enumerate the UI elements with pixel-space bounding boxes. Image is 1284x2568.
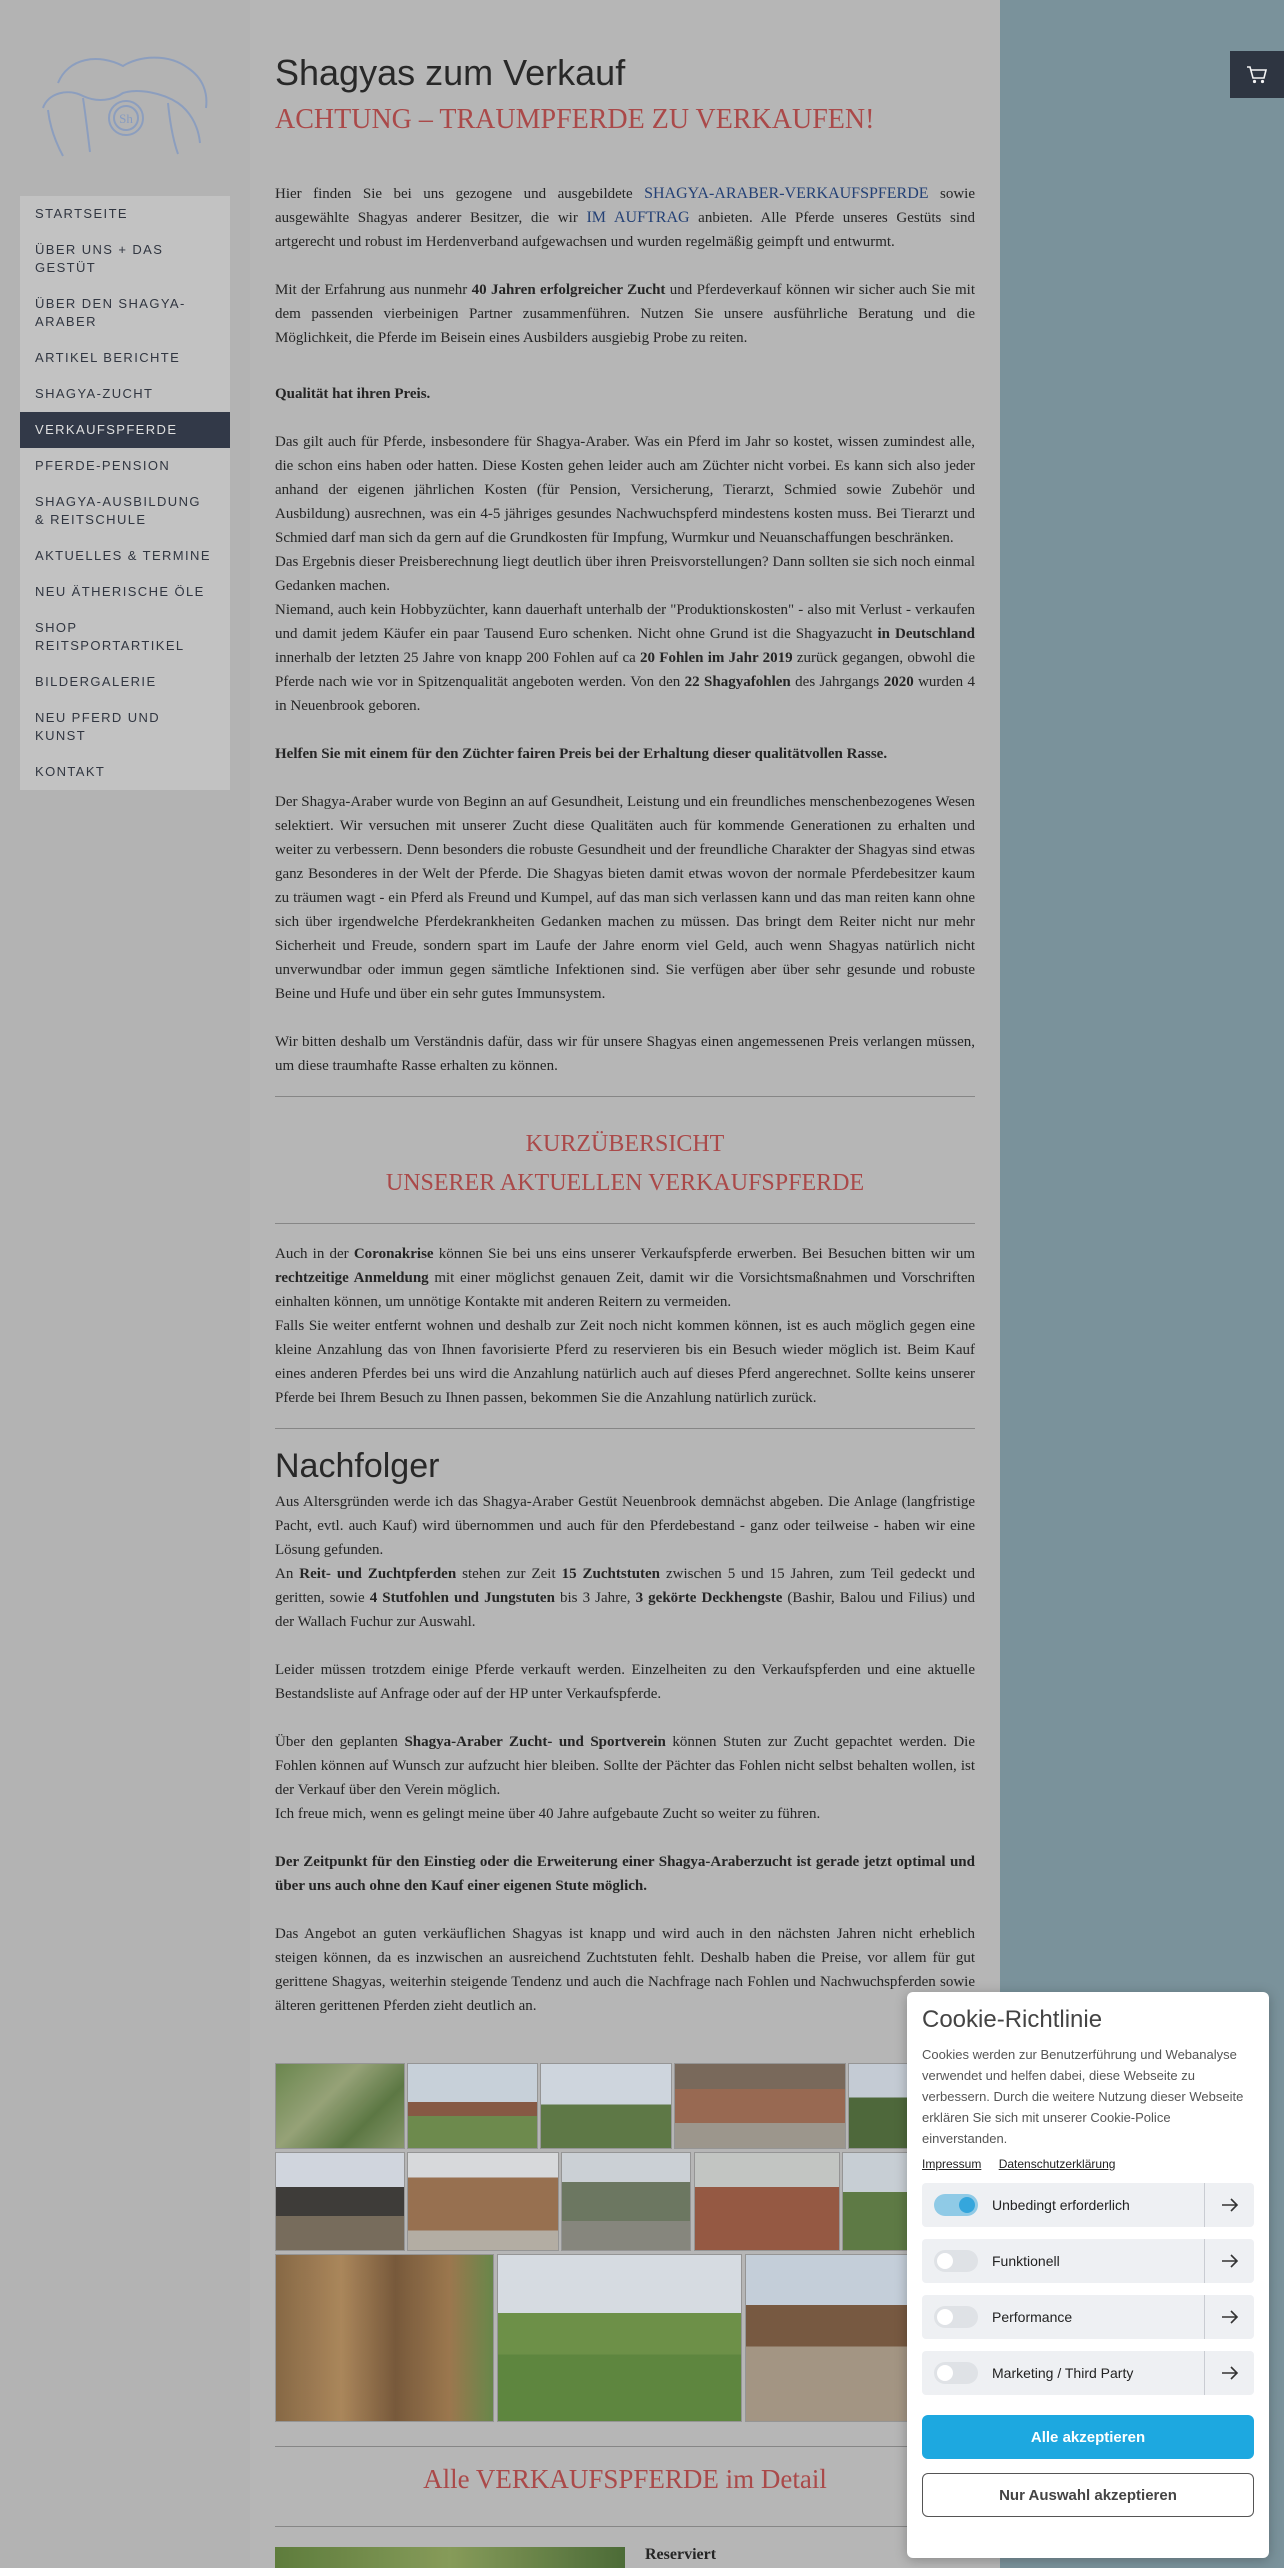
- nav-item-shagya-zucht[interactable]: SHAGYA-ZUCHT: [35, 386, 154, 401]
- cookie-option-necessary: [922, 2183, 1254, 2227]
- nav-item-kontakt[interactable]: KONTAKT: [35, 764, 106, 779]
- corona-paragraph-2: Falls Sie weiter entfernt wohnen und deshalb zur Zeit noch nicht kommen können, ist es auch möglich gegen eine kleine Anzahlung das von Ihnen favorisierte Pferd zu reservieren bis ein Besuch wieder möglich ist. Beim Kauf eines anderen Pferdes bei uns wird die Anzahlung natürlich auch auf dieses Pferd angerechnet. Sollte keins unserer Pferde bei Ihrem Besuch zu Ihnen passen, bekommen Sie die Anzahlung natürlich zurück.: [275, 1318, 975, 1406]
- nav-item-artikel-berichte[interactable]: ARTIKEL BERICHTE: [35, 350, 181, 365]
- nav-item-ueber-shagya-araber[interactable]: ÜBER DEN SHAGYA-ARABER: [35, 296, 186, 329]
- nav-item-shop[interactable]: SHOP REITSPORTARTIKEL: [35, 620, 185, 653]
- gallery-photo[interactable]: [745, 2254, 908, 2422]
- experience-paragraph: Mit der Erfahrung aus nunmehr 40 Jahren erfolgreicher Zucht und Pferdeverkauf können wir sicher auch Sie mit dem passenden vierbeinigen Partner zusammenführen. Nutzen Sie unsere ausführliche Beratung und die Möglichkeit, die Pferde im Beisein eines Ausbilders ausgiebig Probe zu reiten.: [275, 282, 975, 346]
- main-navigation: [20, 196, 230, 790]
- offer-paragraph: Das Angebot an guten verkäuflichen Shagyas ist knapp und wird auch in den nächsten Jahren nicht erheblich steigen können, da es inzwischen an ausreichend Zuchtstuten fehlt. Deshalb haben die Preise, vor allem für gut gerittene Shagyas, weiterhin steigende Tendenz und auch die Nachfrage nach Fohlen und Nachwuchspferden sowie älteren gerittenen Pferden zieht deutlich an.: [275, 1926, 975, 2014]
- gallery-photo[interactable]: [842, 2152, 908, 2251]
- nav-item-verkaufspferde[interactable]: VERKAUFSPFERDE: [20, 412, 230, 448]
- nav-item-aetherische-oele[interactable]: NEU ÄTHERISCHE ÖLE: [35, 584, 205, 599]
- divider: [275, 1223, 975, 1224]
- arrow-right-icon: [1221, 2366, 1239, 2380]
- cookie-option-label: Unbedingt erforderlich: [992, 2197, 1130, 2213]
- divider: [275, 1428, 975, 1429]
- arrow-right-icon: [1221, 2254, 1239, 2268]
- nav-item-ausbildung-reitschule[interactable]: SHAGYA-AUSBILDUNG & REITSCHULE: [35, 494, 201, 527]
- cookie-option-details-button[interactable]: [1204, 2239, 1254, 2283]
- cookie-toggle-marketing[interactable]: [934, 2362, 978, 2384]
- gallery-photo[interactable]: [407, 2063, 538, 2149]
- successor-paragraph-1: Aus Altersgründen werde ich das Shagya-Araber Gestüt Neuenbrook demnächst abgeben. Die Anlage (langfristige Pacht, evtl. auch Kauf) wird übernommen und auch für den Pferdebestand - ganz oder teilweise - haben wir eine Lösung gefunden.: [275, 1494, 975, 1558]
- cookie-title: Cookie-Richtlinie: [922, 2006, 1103, 2033]
- cookie-option-details-button[interactable]: [1204, 2351, 1254, 2395]
- successor-paragraph-4: Über den geplanten Shagya-Araber Zucht- und Sportverein können Stuten zur Zucht gepachtet werden. Die Fohlen können auf Wunsch zur aufzucht hier bleiben. Sollte der Pächter das Fohlen nicht selbst behalten wollen, ist der Verkauf über den Verein möglich.: [275, 1734, 975, 1798]
- nav-item-pferde-pension[interactable]: PFERDE-PENSION: [35, 458, 171, 473]
- gallery-photo[interactable]: [407, 2152, 559, 2251]
- gallery-photo[interactable]: [561, 2152, 691, 2251]
- nav-item-ueber-uns[interactable]: ÜBER UNS + DAS GESTÜT: [35, 242, 164, 275]
- cookie-option-details-button[interactable]: [1204, 2183, 1254, 2227]
- successor-paragraph-3: Leider müssen trotzdem einige Pferde verkauft werden. Einzelheiten zu den Verkaufspferden und eine aktuelle Bestandsliste auf Anfrage oder auf der HP unter Verkaufspferde.: [275, 1662, 975, 1702]
- quality-heading: Qualität hat ihren Preis.: [275, 386, 431, 402]
- verkaufspferde-link[interactable]: SHAGYA-ARABER-VERKAUFSPFERDE: [644, 185, 929, 202]
- nav-item-startseite[interactable]: STARTSEITE: [35, 206, 128, 221]
- cookie-toggle-performance[interactable]: [934, 2306, 978, 2328]
- divider: [275, 2446, 975, 2447]
- horse-status-label: Reserviert: [645, 2546, 717, 2563]
- accept-all-button[interactable]: Alle akzeptieren: [922, 2415, 1254, 2459]
- cookie-option-label: Marketing / Third Party: [992, 2365, 1134, 2381]
- cookie-description: Cookies werden zur Benutzerführung und Webanalyse verwendet und helfen dabei, diese Webseite zu verbessern. Durch die weitere Nutzung dieser Webseite erklären Sie sich mit unserer Cookie-Police einverstanden.: [922, 2047, 1244, 2146]
- detail-heading: Alle VERKAUFSPFERDE im Detail: [423, 2464, 827, 2494]
- impressum-link[interactable]: Impressum: [922, 2157, 982, 2171]
- cookie-toggle-necessary[interactable]: [934, 2194, 978, 2216]
- nav-item-aktuelles-termine[interactable]: AKTUELLES & TERMINE: [35, 548, 211, 563]
- privacy-link[interactable]: Datenschutzerklärung: [998, 2157, 1116, 2171]
- cookie-option-details-button[interactable]: [1204, 2295, 1254, 2339]
- svg-text:Sh: Sh: [119, 111, 133, 126]
- nav-item-pferd-und-kunst[interactable]: NEU PFERD UND KUNST: [35, 710, 161, 743]
- arrow-right-icon: [1221, 2198, 1239, 2212]
- nav-item-bildergalerie[interactable]: BILDERGALERIE: [35, 674, 157, 689]
- divider: [275, 2526, 975, 2527]
- divider: [275, 1096, 975, 1097]
- understanding-paragraph: Wir bitten deshalb um Verständnis dafür, dass wir für unsere Shagyas einen angemessenen Preis verlangen müssen, um diese traumhafte Rasse erhalten zu können.: [275, 1034, 975, 1074]
- accept-selection-button[interactable]: Nur Auswahl akzeptieren: [922, 2473, 1254, 2517]
- page-subtitle: ACHTUNG – TRAUMPFERDE ZU VERKAUFEN!: [275, 104, 875, 135]
- successor-bold-paragraph: Der Zeitpunkt für den Einstieg oder die Erweiterung einer Shagya-Araberzucht ist gerade jetzt optimal und über uns auch ohne den Kauf einer eigenen Stute möglich.: [275, 1854, 975, 1894]
- arrow-right-icon: [1221, 2310, 1239, 2324]
- breed-paragraph: Der Shagya-Araber wurde von Beginn an auf Gesundheit, Leistung und ein freundliches menschenbezogenes Wesen selektiert. Wir versuchen mit unserer Zucht diese Qualitäten auch für kommende Generationen zu erhalten und weiter zu verbessern. Denn besonders die robuste Gesundheit und der freundliche Charakter der Shagyas sind etwas ganz Besonderes in der Welt der Pferde. Die Shagyas bieten damit etwas wovon der normale Pferdebesitzer kaum zu träumen wagt - ein Pferd als Freund und Kumpel, auf das man sich verlassen kann und das man reiten kann ohne sich über irgendwelche Pferdekrankheiten Gedanken machen zu müssen. Das bringt dem Reiter nicht nur mehr Sicherheit und Freude, sondern spart im Laufe der Jahre enorm viel Geld, auch wenn Shagyas natürlich nicht unverwundbar oder immun gegen sämtliche Infektionen sind. Sie verfügen aber über sehr gesunde und robuste Beine und Hufe und über ein sehr gutes Immunsystem.: [275, 794, 975, 1002]
- cookie-option-marketing: [922, 2351, 1254, 2395]
- cookie-links: [922, 2157, 1254, 2171]
- price-paragraph-2: Das Ergebnis dieser Preisberechnung liegt deutlich über ihren Preisvorstellungen? Dann sollten sie sich noch einmal Gedanken machen.: [275, 554, 975, 594]
- cookie-option-label: Funktionell: [992, 2253, 1060, 2269]
- page-title: Shagyas zum Verkauf: [275, 52, 626, 93]
- im-auftrag-link[interactable]: IM AUFTRAG: [586, 209, 690, 226]
- gallery-photo[interactable]: [848, 2063, 908, 2149]
- horse-photo[interactable]: [275, 2547, 625, 2568]
- cookie-option-label: Performance: [992, 2309, 1073, 2325]
- gallery-photo[interactable]: [540, 2063, 672, 2149]
- gallery-photo[interactable]: [674, 2063, 846, 2149]
- successor-paragraph-2: An Reit- und Zuchtpferden stehen zur Zeit 15 Zuchtstuten zwischen 5 und 15 Jahren, zum Teil gedeckt und geritten, sowie 4 Stutfohlen und Jungstuten bis 3 Jahre, 3 gekörte Deckhengste (Bashir, Balou und Filius) und der Wallach Fuchur zur Auswahl.: [275, 1566, 975, 1630]
- successor-heading: Nachfolger: [275, 1447, 440, 1485]
- overview-heading: KURZÜBERSICHT UNSERER AKTUELLEN VERKAUFSPFERDE: [385, 1131, 865, 1196]
- gallery-photo[interactable]: [275, 2063, 405, 2149]
- gallery-photo[interactable]: [275, 2254, 494, 2422]
- corona-paragraph: Auch in der Coronakrise können Sie bei uns eins unserer Verkaufspferde erwerben. Bei Besuchen bitten wir um rechtzeitige Anmeldung mit einer möglichst genauen Zeit, damit wir die Vorsichtsmaßnahmen und Vorschriften einhalten können, um unnötige Kontakte mit anderen Reitern zu vermeiden.: [275, 1246, 976, 1310]
- gallery-photo[interactable]: [275, 2152, 405, 2251]
- help-heading: Helfen Sie mit einem für den Züchter fairen Preis bei der Erhaltung dieser qualitätvollen Rasse.: [275, 746, 888, 762]
- gallery-photo[interactable]: [694, 2152, 840, 2251]
- cookie-option-performance: [922, 2295, 1254, 2339]
- cookie-toggle-functional[interactable]: [934, 2250, 978, 2272]
- horse-logo[interactable]: [28, 48, 218, 164]
- shopping-cart-icon: [1246, 65, 1268, 85]
- price-paragraph-1: Das gilt auch für Pferde, insbesondere für Shagya-Araber. Was ein Pferd im Jahr so kostet, wissen zumindest alle, die schon eins haben oder hatten. Diese Kosten gehen leider auch am Züchter nicht vorbei. Es kann sich also jeder anhand der eigenen jährlichen Kosten (für Pension, Versicherung, Tierarzt, Schmied sowie Zubehör und Ausbildung) ausrechnen, was ein 4-5 jähriges gesundes Nachwuchspferd mindestens kosten muss. Bei Tierarzt und Schmied darf man sich da gern auf die Grundkosten für Impfung, Wurmkur und Neuanschaffungen beschränken.: [275, 434, 975, 546]
- successor-paragraph-5: Ich freue mich, wenn es gelingt meine über 40 Jahre aufgebaute Zucht so weiter zu führen.: [275, 1806, 821, 1822]
- price-paragraph-3: Niemand, auch kein Hobbyzüchter, kann dauerhaft unterhalb der "Produktionskosten" - also mit Verlust - verkaufen und damit jedem Käufer ein paar Tausend Euro schenken. Nicht ohne Grund ist die Shagyazucht in Deutschland innerhalb der letzten 25 Jahre von knapp 200 Fohlen auf ca 20 Fohlen im Jahr 2019 zurück gegangen, obwohl die Pferde nach wie vor in Spitzenqualität angeboten werden. Von den 22 Shagyafohlen des Jahrgangs 2020 wurden 4 in Neuenbrook geboren.: [275, 602, 976, 714]
- intro-paragraph: Hier finden Sie bei uns gezogene und ausgebildete SHAGYA-ARABER-VERKAUFSPFERDE sowie ausgewählte Shagyas anderer Besitzer, die wir IM AUFTRAG anbieten. Alle Pferde unseres Gestüts sind artgerecht und robust im Herdenverband aufgewachsen und wurden regelmäßig geimpft und entwurmt.: [275, 185, 975, 250]
- cookie-option-functional: [922, 2239, 1254, 2283]
- cart-button[interactable]: [1230, 51, 1284, 98]
- cookie-consent-panel: [907, 1992, 1269, 2558]
- gallery-photo[interactable]: [497, 2254, 742, 2422]
